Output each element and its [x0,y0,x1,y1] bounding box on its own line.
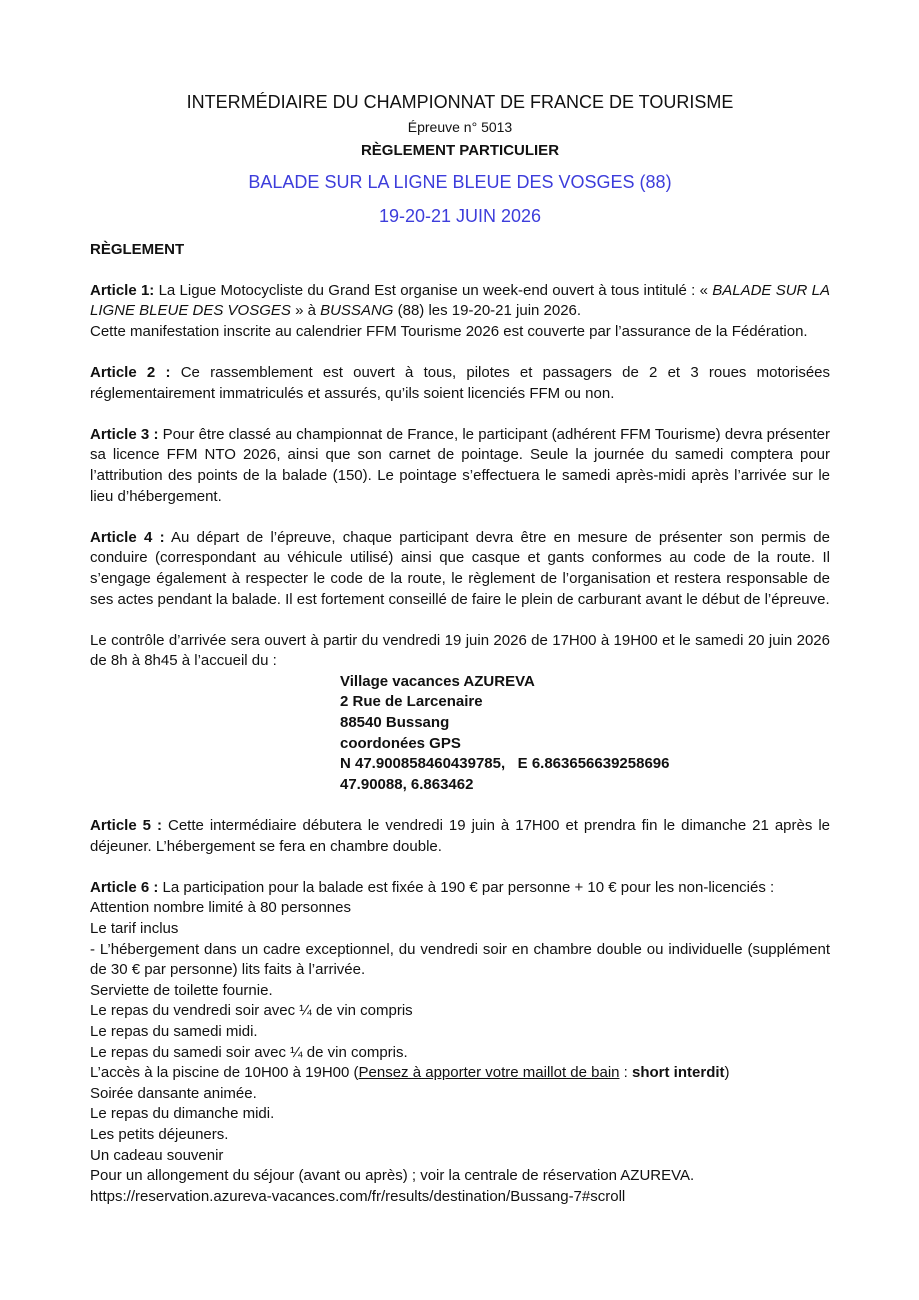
article-6-line: Soirée dansante animée. [90,1084,257,1102]
piscine-line [90,1063,830,1084]
article-1-text-c: (88) les 19-20-21 juin 2026. [393,302,582,320]
article-4 [90,528,830,610]
article-5-label: Article 5 : [90,817,162,835]
article-6 [90,878,830,1208]
article-4-label: Article 4 : [90,528,165,546]
section-title: RÈGLEMENT [90,241,185,258]
article-6-line: Le tarif inclus [90,920,179,937]
article-4-body: Au départ de l’épreuve, chaque participant devra être en mesure de présenter son permis de conduire (correspondant au véhicule utilisé) ainsi que casque et gants conformes au code de la route. Il s’engage également à respecter le code de la route, le règlement de l’organisation et restera responsable de ses actes pendant la balade. Il est fortement conseillé de faire le plein de carburant avant le début de l’épreuve. [90,528,830,608]
article-6-label: Article 6 : [90,878,159,896]
article-6-line: Le repas du dimanche midi. [90,1105,275,1123]
address-line: 88540 Bussang [340,714,450,732]
article-2-text [90,363,830,404]
article-6-line: - L’hébergement dans un cadre exceptionnel, du vendredi soir en chambre double ou individuelle (supplément de 30 € par personne) lits faits à l’arrivée. [90,940,830,979]
gps-coordinates: N 47.900858460439785, E 6.863656639258696 [340,755,670,773]
piscine-text-c: ) [724,1064,730,1082]
article-6-line: Serviette de toilette fournie. [90,981,273,999]
article-6-line: Le repas du samedi midi. [90,1022,258,1040]
piscine-underlined: Pensez à apporter votre maillot de bain [358,1064,620,1082]
article-6-line: Pour un allongement du séjour (avant ou après) ; voir la centrale de réservation AZUREVA. [90,1167,695,1185]
controle-arrivee [90,631,830,796]
piscine-text-a: L’accès à la piscine de 10H00 à 19H00 ( [90,1064,359,1082]
article-3 [90,425,830,507]
reglement-particulier-heading: RÈGLEMENT PARTICULIER [360,142,560,159]
article-3-body: Pour être classé au championnat de France, le participant (adhérent FFM Tourisme) devra présenter sa licence FFM NTO 2026, ainsi que son carnet de pointage. Seule la journée du samedi comptera pour l’attribution des points de la balade (150). Le pointage s’effectuera le samedi après-midi après l’arrivée sur le lieu d’hébergement. [90,425,830,505]
gps-coordinates-short: 47.90088, 6.863462 [340,775,474,793]
article-2-body: Ce rassemblement est ouvert à tous, pilotes et passagers de 2 et 3 roues motorisées réglementairement immatriculés et assurés, qu’ils soient licenciés FFM ou non. [90,363,831,402]
address-line: coordonées GPS [340,734,461,752]
article-6-body: La participation pour la balade est fixée à 190 € par personne + 10 € pour les non-licenciés : [158,878,775,896]
address-block [340,672,830,796]
reservation-url: https://reservation.azureva-vacances.com/fr/results/destination/Bussang-7#scroll [90,1187,626,1205]
article-5-body: Cette intermédiaire débutera le vendredi 19 juin à 17H00 et prendra fin le dimanche 21 après le déjeuner. L’hébergement se fera en chambre double. [90,817,830,855]
article-6-line: Le repas du vendredi soir avec ¼ de vin compris [90,1002,413,1020]
article-4-text [90,528,830,610]
article-1-text-a: La Ligue Motocycliste du Grand Est organise un week-end ouvert à tous intitulé : « [154,281,713,299]
article-2-label: Article 2 : [90,363,171,381]
event-dates: 19-20-21 JUIN 2026 [378,206,542,226]
article-6-line: Un cadeau souvenir [90,1146,224,1164]
article-1-place: BUSSANG [320,302,394,320]
piscine-bold: short interdit [632,1064,725,1082]
address-line: 2 Rue de Larcenaire [340,693,483,711]
event-name: BALADE SUR LA LIGNE BLEUE DES VOSGES (88) [248,172,672,192]
article-6-line: Le repas du samedi soir avec ¼ de vin compris. [90,1043,408,1061]
article-6-text [90,878,830,899]
article-1-line-2: Cette manifestation inscrite au calendrier FFM Tourisme 2026 est couverte par l’assurance de la Fédération. [90,322,808,340]
article-2 [90,363,830,404]
article-1-text-b: » à [290,302,321,320]
article-5-text [90,816,830,857]
document-title: INTERMÉDIAIRE DU CHAMPIONNAT DE FRANCE DE TOURISME [186,92,734,112]
piscine-text-b: : [619,1064,633,1082]
article-6-line: Attention nombre limité à 80 personnes [90,899,351,917]
article-1-label: Article 1: [90,281,155,299]
article-3-label: Article 3 : [90,425,159,443]
controle-text: Le contrôle d’arrivée sera ouvert à partir du vendredi 19 juin 2026 de 17H00 à 19H00 et le samedi 20 juin 2026 de 8h à 8h45 à l’accueil du : [90,631,830,670]
epreuve-number: Épreuve n° 5013 [407,119,513,135]
document-page [90,90,830,1207]
article-5 [90,816,830,857]
article-1-text [90,281,830,322]
article-3-text [90,425,830,507]
article-6-line: Les petits déjeuners. [90,1125,229,1143]
article-1 [90,281,830,343]
address-line: Village vacances AZUREVA [340,672,535,690]
article-1-event-name: BALADE SUR LA LIGNE BLEUE DES VOSGES [90,281,831,320]
